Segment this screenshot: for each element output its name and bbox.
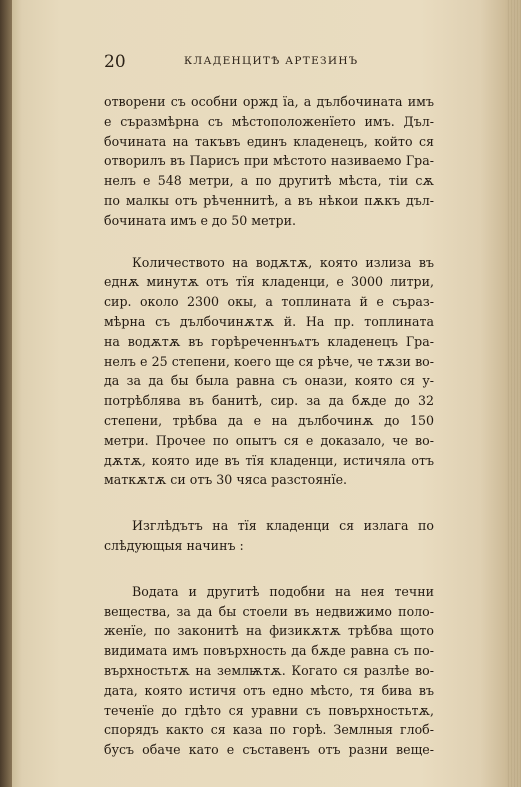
text-line: вещества, за да бы стоели въ недвижимо поло- bbox=[104, 603, 434, 619]
text-line: Количеството на водѫтѫ, която излиза въ bbox=[132, 254, 434, 270]
text-line: бусъ обаче като е съставенъ отъ разни веще- bbox=[104, 742, 434, 758]
text-line: дата, която истичя отъ едно мѣсто, тя бива въ bbox=[104, 682, 434, 698]
text-line: Изглѣдътъ на тїя кладенци ся излага по bbox=[132, 518, 434, 534]
page-number: 20 bbox=[104, 52, 126, 72]
text-line: нелъ е 548 метри, а по другитѣ мѣста, тіи сѫ bbox=[104, 173, 434, 189]
text-line: спорядъ както ся каза по горѣ. Землныя глоб- bbox=[104, 722, 434, 738]
text-line: теченїе до гдѣто ся уравни съ повърхностьтѫ, bbox=[104, 702, 434, 718]
page-header bbox=[104, 52, 434, 72]
text-line: е съразмѣрна съ мѣстоположенїето имъ. Дъл- bbox=[104, 113, 434, 129]
paragraph bbox=[104, 516, 434, 556]
text-line: сир. около 2300 окы, а топлината й е съраз- bbox=[104, 294, 434, 310]
text-line: слѣдующыя начинъ : bbox=[104, 537, 244, 553]
text-line: еднѫ минутѫ отъ тїя кладенци, е 3000 литри, bbox=[104, 274, 434, 290]
text-line: дѫтѫ, която иде въ тїя кладенци, истичяла отъ bbox=[104, 452, 434, 468]
text-line: потрѣблява въ банитѣ, сир. за да бѫде до 32 bbox=[104, 393, 434, 409]
page-edge bbox=[507, 0, 521, 787]
text-line: по малкы отъ рѣченнитѣ, а въ нѣкои пѫкъ дъл- bbox=[104, 192, 434, 208]
running-head: КЛАДЕНЦИТѢ АРТЕЗИНЪ bbox=[184, 55, 359, 67]
text-line: нелъ е 25 степени, коего ще ся рѣче, че тѫзи во- bbox=[104, 353, 434, 369]
paragraph-gap bbox=[104, 231, 434, 253]
text-line: маткѫтѫ си отъ 30 чяса разстоянїе. bbox=[104, 472, 348, 488]
paragraph bbox=[104, 92, 434, 231]
text-line: мѣрна съ дълбочинѫтѫ й. На пр. топлината bbox=[104, 313, 434, 329]
body-text bbox=[104, 92, 434, 760]
text-line: степени, трѣбва да е на дълбочинѫ до 150 bbox=[104, 412, 434, 428]
text-line: женїе, по законитѣ на физикѫтѫ трѣбва щото bbox=[104, 623, 434, 639]
text-line: Водата и другитѣ подобни на нея течни bbox=[132, 583, 434, 599]
paragraph-gap bbox=[104, 490, 434, 516]
text-line: отворени съ особни оржд їа, а дълбочината имъ bbox=[104, 94, 434, 109]
paragraph bbox=[104, 582, 434, 760]
text-line: на водѫтѫ въ горѣреченнъѧтъ кладенецъ Гра- bbox=[104, 333, 434, 349]
text-line: видимата имъ повърхность да бѫде равна съ по- bbox=[104, 643, 434, 659]
text-line: отворилъ въ Парисъ при мѣстото називаемо Гра- bbox=[104, 153, 434, 169]
text-line: върхностьтѫ на землѭтѫ. Когато ся разлѣе во- bbox=[104, 662, 434, 678]
text-line: да за да бы была равна съ онази, която ся у- bbox=[104, 373, 434, 389]
text-line: бочината на такъвъ единъ кладенецъ, който ся bbox=[104, 133, 434, 149]
page-binding bbox=[0, 0, 12, 787]
text-line: бочината имъ е до 50 метри. bbox=[104, 212, 296, 228]
text-line: метри. Прочее по опытъ ся е доказало, че во- bbox=[104, 432, 434, 448]
paragraph bbox=[104, 253, 434, 491]
paragraph-gap bbox=[104, 556, 434, 582]
